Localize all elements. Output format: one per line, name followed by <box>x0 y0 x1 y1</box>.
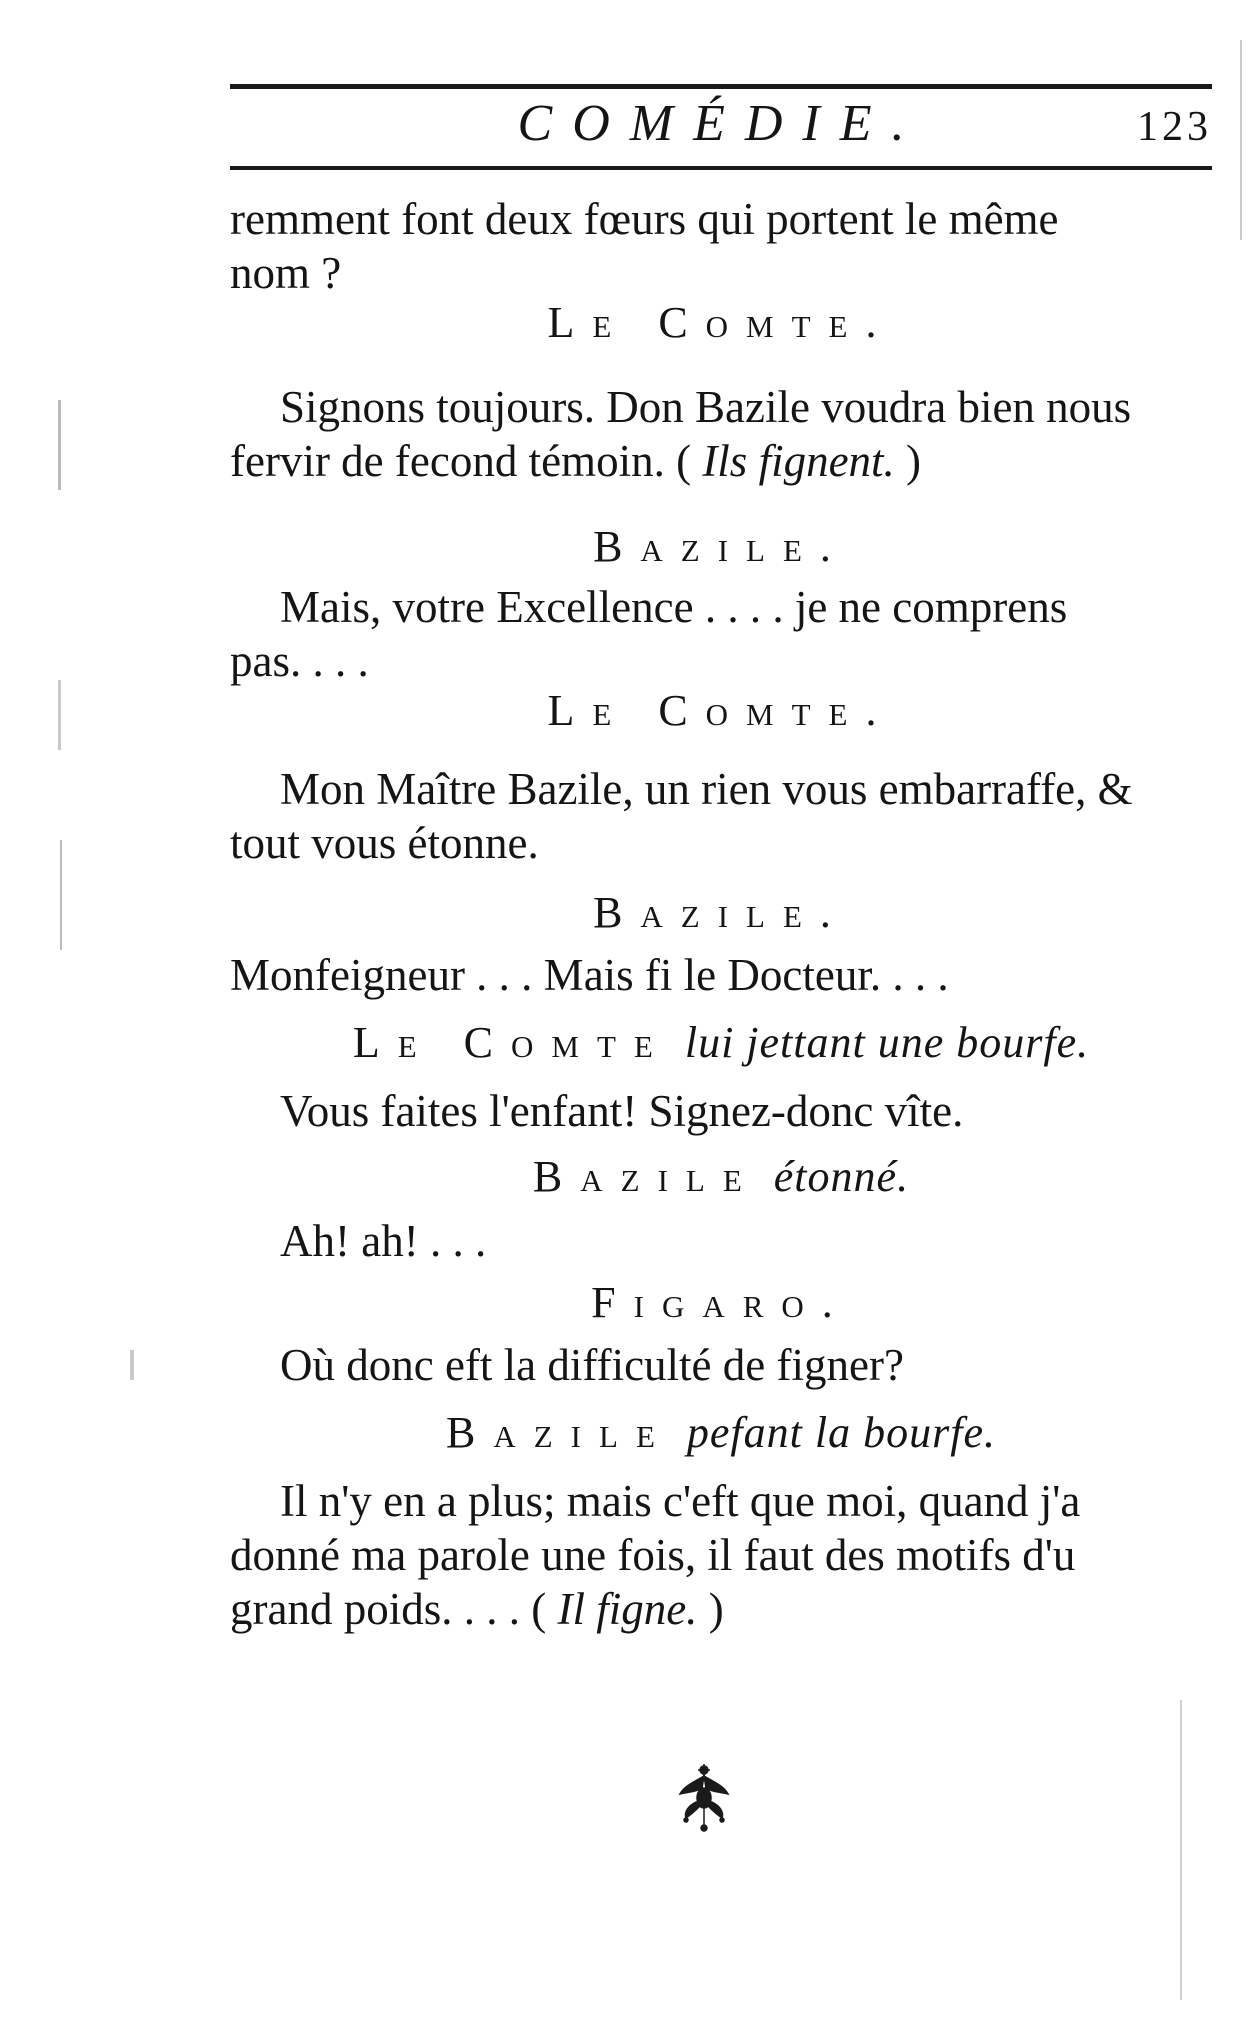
speaker-name: Bazile <box>446 1408 673 1457</box>
dialogue-line: Mon Maître Bazile, un rien vous embarraffe, & <box>280 764 1133 814</box>
scan-mark <box>130 1350 134 1380</box>
speaker-heading <box>230 1016 1212 1070</box>
speaker-name: Bazile <box>532 1152 760 1201</box>
speaker-name: Le Comte. <box>547 686 895 735</box>
stage-direction: lui jettant une bourfe. <box>684 1018 1090 1067</box>
speaker-heading <box>230 296 1212 350</box>
dialogue-text: grand poids. . . . ( <box>230 1584 558 1634</box>
speaker-heading <box>230 520 1212 574</box>
dialogue-line: Où donc eft la difficulté de figner? <box>280 1340 904 1390</box>
dialogue-line: Monfeigneur . . . Mais fi le Docteur. . . . <box>230 950 949 1000</box>
dialogue-line <box>230 1582 724 1636</box>
stage-direction: pefant la bourfe. <box>686 1408 996 1457</box>
dialogue-text: fervir de fecond témoin. ( <box>230 436 703 486</box>
dialogue-line: Ah! ah! . . . <box>280 1216 487 1266</box>
header-rule-top <box>230 84 1212 89</box>
dialogue-line: Vous faites l'enfant! Signez-donc vîte. <box>280 1086 964 1136</box>
speaker-name: Le Comte <box>352 1018 671 1067</box>
speaker-name: Figaro. <box>591 1278 851 1327</box>
dialogue-line: Mais, votre Excellence . . . . je ne comprens <box>280 582 1068 632</box>
speaker-heading <box>230 1276 1212 1330</box>
dialogue-line: tout vous étonne. <box>230 818 539 868</box>
scan-mark <box>58 680 61 750</box>
scan-mark <box>1240 40 1242 240</box>
speaker-name: Le Comte. <box>547 298 895 347</box>
speaker-heading <box>230 1406 1212 1460</box>
fleuron-icon <box>676 1762 732 1832</box>
dialogue-text: ) <box>894 436 922 486</box>
scan-mark <box>58 400 61 490</box>
dialogue-line <box>230 434 921 488</box>
dialogue-text: ) <box>697 1584 724 1634</box>
dialogue-line: donné ma parole une fois, il faut des motifs d'u <box>230 1530 1076 1580</box>
dialogue-line: nom ? <box>230 248 342 298</box>
stage-direction: Ils fignent. <box>702 436 895 486</box>
dialogue-line: Signons toujours. Don Bazile voudra bien nous <box>280 382 1132 432</box>
speaker-name: Bazile. <box>593 522 849 571</box>
speaker-heading <box>230 1150 1212 1204</box>
header-rule-bottom <box>230 166 1212 170</box>
dialogue-line: remment font deux fœurs qui portent le même <box>230 194 1059 244</box>
stage-direction: étonné. <box>773 1152 910 1201</box>
dialogue-line: Il n'y en a plus; mais c'eft que moi, quand j'a <box>280 1476 1081 1526</box>
stage-direction: Il figne. <box>557 1584 698 1634</box>
speaker-heading <box>230 684 1212 738</box>
speaker-name: Bazile. <box>593 888 849 937</box>
page-number: 123 <box>1137 104 1212 150</box>
scan-mark <box>1180 1700 1182 2000</box>
dialogue-line: pas. . . . <box>230 636 369 686</box>
running-title: COMÉDIE. <box>517 95 925 152</box>
scan-mark <box>60 840 62 950</box>
speaker-heading <box>230 886 1212 940</box>
